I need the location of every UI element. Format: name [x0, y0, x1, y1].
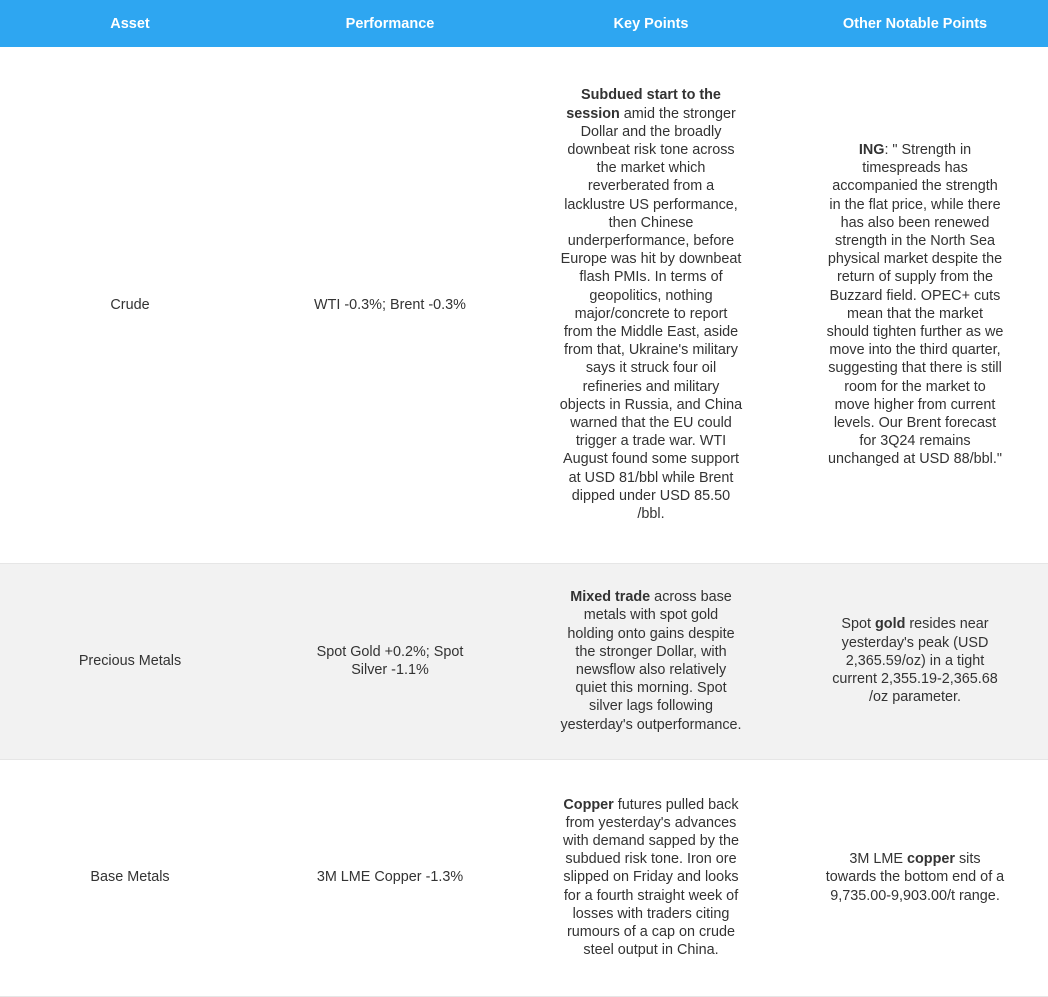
header-asset: Asset: [0, 0, 260, 47]
table-row: [0, 563, 1048, 759]
asset-cell: Precious Metals: [0, 563, 260, 759]
other-points-cell: [782, 563, 1048, 759]
key-points-text: across base metals with spot gold holding onto gains despite the stronger Dollar, with newsflow also relatively quiet this morning. Spot silver lags following yesterday's outperformance.: [560, 589, 742, 733]
other-points-highlight: copper: [907, 851, 955, 868]
key-points-cell: [520, 563, 782, 759]
header-other-points: Other Notable Points: [782, 0, 1048, 47]
other-points-prefix: Spot: [841, 616, 876, 633]
table-header: [0, 0, 1048, 47]
other-points-text: sits towards the bottom end of a 9,735.00-9,903.00/t range.: [825, 851, 1005, 904]
header-row: [0, 0, 1048, 47]
other-points-highlight: ING: [858, 141, 885, 158]
table-row: [0, 759, 1048, 996]
other-points-prefix: 3M LME: [849, 851, 907, 868]
key-points-text: amid the stronger Dollar and the broadly downbeat risk tone across the market which reverberated from a lacklustre US performance, then Chinese underperformance, before Europe was hit by downbeat flash PMIs. In terms of geopolitics, nothing major/concrete to report from the Middle East, aside from that, Ukraine's military says it struck four oil refineries and military objects in Russia, and China warned that the EU could trigger a trade war. WTI August found some support at USD 81/bbl while Brent dipped under USD 85.50 /bbl.: [559, 105, 743, 522]
asset-cell: Crude: [0, 47, 260, 563]
other-points-cell: [782, 759, 1048, 996]
key-points-highlight: Copper: [563, 796, 614, 813]
table-row: [0, 47, 1048, 563]
performance-cell: 3M LME Copper -1.3%: [260, 759, 520, 996]
other-points-text: resides near yesterday's peak (USD 2,365.59/oz) in a tight current 2,355.19-2,365.68 /oz parameter.: [832, 616, 998, 706]
header-performance: Performance: [260, 0, 520, 47]
key-points-text: futures pulled back from yesterday's advances with demand sapped by the subdued risk tone. Iron ore slipped on Friday and looks for a fourth straight week of losses with traders citing rumours of a cap on crude steel output in China.: [562, 796, 739, 959]
other-points-highlight: gold: [875, 616, 906, 633]
key-points-cell: [520, 759, 782, 996]
asset-cell: Base Metals: [0, 759, 260, 996]
key-points-highlight: Mixed trade: [570, 589, 651, 606]
performance-cell: WTI -0.3%; Brent -0.3%: [260, 47, 520, 563]
other-points-cell: [782, 47, 1048, 563]
key-points-cell: [520, 47, 782, 563]
performance-cell: [260, 563, 520, 759]
performance-text: Spot Gold +0.2%; Spot Silver -1.1%: [316, 643, 464, 678]
other-points-text: : " Strength in timespreads has accompanied the strength in the flat price, while there has also been renewed strength in the North Sea physical market despite the return of supply from the Buzzard field. OPEC+ cuts mean that the market should tighten further as we move into the third quarter, suggesting that there is still room for the market to move higher from current levels. Our Brent forecast for 3Q24 remains unchanged at USD 88/bbl.": [826, 141, 1004, 468]
header-key-points: Key Points: [520, 0, 782, 47]
key-points-highlight: Subdued start to the session: [566, 87, 721, 122]
